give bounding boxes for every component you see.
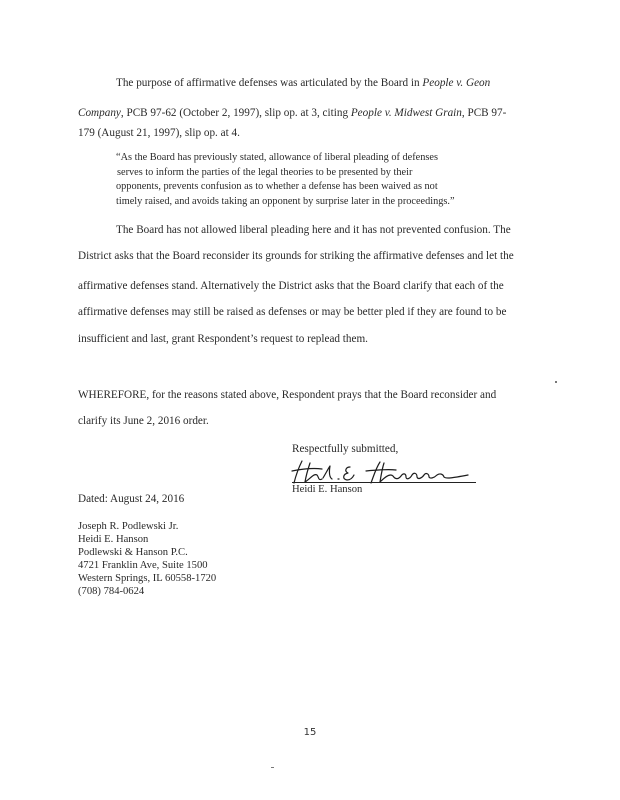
address-line: Joseph R. Podlewski Jr. <box>78 521 179 532</box>
address-line: 4721 Franklin Ave, Suite 1500 <box>78 560 208 572</box>
quote-line: opponents, prevents confusion as to whether a defense has been waived as not <box>116 181 438 193</box>
address-line: Podlewski & Hanson P.C. <box>78 547 188 559</box>
paragraph-2-line-5: insufficient and last, grant Respondent’s request to replead them. <box>78 333 368 345</box>
scan-speck <box>555 381 557 383</box>
paragraph-text: The purpose of affirmative defenses was articulated by the Board in <box>116 77 423 89</box>
paragraph-1-line-1 <box>116 76 490 90</box>
case-name: People v. Midwest Grain <box>350 107 462 119</box>
attorney-address-block <box>78 520 216 599</box>
address-line: Heidi E. Hanson <box>78 534 149 546</box>
paragraph-1-line-3: 179 (August 21, 1997), slip op. at 4. <box>78 127 240 139</box>
paragraph-2-line-1: The Board has not allowed liberal pleading here and it has not prevented confusion. The <box>116 224 511 236</box>
closing: Respectfully submitted, <box>292 443 399 455</box>
signer-name: Heidi E. Hanson <box>292 484 363 495</box>
paragraph-1-line-2 <box>78 106 506 120</box>
paragraph-2-line-4: affirmative defenses may still be raised as defenses or may be better pled if they are found to be <box>78 306 507 318</box>
case-name: People v. Geon <box>422 77 491 89</box>
paragraph-2-line-3: affirmative defenses stand. Alternatively the District asks that the Board clarify that each of the <box>78 280 504 292</box>
scan-speck <box>271 767 274 768</box>
case-name: Company <box>78 107 121 119</box>
date-line: Dated: August 24, 2016 <box>78 493 185 505</box>
paragraph-text: , PCB 97- <box>461 107 507 119</box>
quote-line: timely raised, and avoids taking an opponent by surprise later in the proceedings.” <box>116 195 455 207</box>
paragraph-text: , PCB 97-62 (October 2, 1997), slip op. at 3, citing <box>120 107 351 119</box>
quote-line: “As the Board has previously stated, allowance of liberal pleading of defenses <box>116 152 438 163</box>
page-number: 15 <box>303 727 317 738</box>
paragraph-3-line-2: clarify its June 2, 2016 order. <box>78 415 209 427</box>
quote-line: serves to inform the parties of the legal theories to be presented by their <box>117 166 413 178</box>
paragraph-2-line-2: District asks that the Board reconsider its grounds for striking the affirmative defenses and let the <box>78 250 514 262</box>
address-line: (708) 784-0624 <box>78 586 145 598</box>
address-line: Western Springs, IL 60558-1720 <box>78 573 217 585</box>
paragraph-3-line-1: WHEREFORE, for the reasons stated above, Respondent prays that the Board reconsider and <box>78 389 497 401</box>
block-quote <box>116 151 506 209</box>
